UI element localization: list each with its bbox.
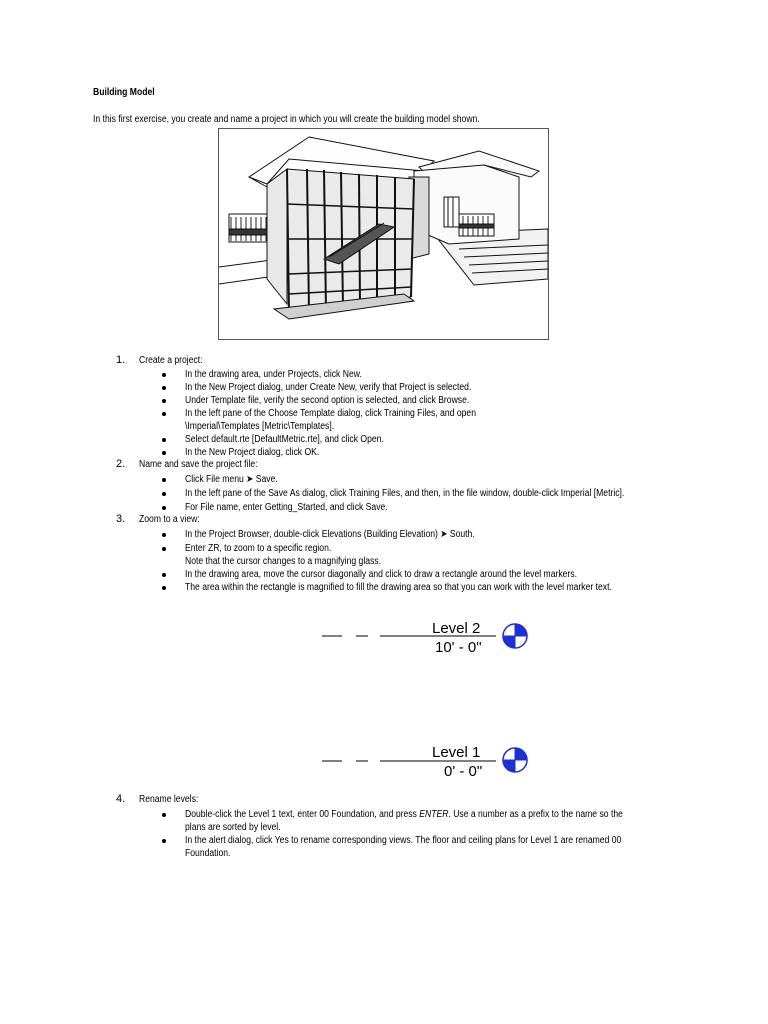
step-1-bullet-1: In the drawing area, under Projects, click New.	[185, 369, 362, 380]
level-2-graphic	[320, 615, 530, 655]
step-3-bullet-1: In the Project Browser, double-click Elevations (Building Elevation) ➤ South.	[185, 529, 475, 540]
step-3-bullet-2: Enter ZR, to zoom to a specific region.	[185, 543, 332, 554]
section-heading: Building Model	[93, 87, 155, 98]
level-1-name[interactable]: Level 1	[432, 744, 481, 761]
step-4-bullet-2-cont: Foundation.	[185, 848, 231, 859]
step-1-bullet-4-cont: \Imperial\Templates [Metric\Templates].	[185, 421, 335, 432]
step-4-bullet-1-part-b: . Use a number as a prefix to the name so the	[448, 809, 623, 820]
bullet-dot	[162, 573, 166, 577]
step-2-bullet-3: For File name, enter Getting_Started, and click Save.	[185, 502, 388, 513]
step-3-bullet-2-note: Note that the cursor changes to a magnifying glass.	[185, 556, 381, 567]
enter-key-text: ENTER	[419, 809, 449, 820]
level-marker-1[interactable]	[320, 740, 530, 780]
step-title-2: Name and save the project file:	[139, 459, 258, 470]
bullet-dot	[162, 506, 166, 510]
step-number-3: 3.	[116, 513, 126, 525]
step-4-bullet-1-part-a: Double-click the Level 1 text, enter 00 Foundation, and press	[185, 809, 420, 820]
bullet-dot	[162, 478, 166, 482]
level-1-graphic	[320, 740, 530, 780]
step-4-bullet-2: In the alert dialog, click Yes to rename corresponding views. The floor and ceiling plans for Level 1 are renamed 00	[185, 835, 622, 846]
step-title-3: Zoom to a view:	[139, 514, 200, 525]
bullet-dot	[162, 839, 166, 843]
level-2-name[interactable]: Level 2	[432, 620, 481, 637]
step-1-bullet-3: Under Template file, verify the second option is selected, and click Browse.	[185, 395, 470, 406]
step-4-bullet-1-cont: plans are sorted by level.	[185, 822, 281, 833]
intro-paragraph: In this first exercise, you create and name a project in which you will create the building model shown.	[93, 114, 480, 125]
step-1-bullet-4: In the left pane of the Choose Template dialog, click Training Files, and open	[185, 408, 476, 419]
level-head-symbol-icon	[503, 624, 527, 648]
step-2-bullet-1: Click File menu ➤ Save.	[185, 474, 278, 485]
bullet-dot	[162, 813, 166, 817]
step-title-4: Rename levels:	[139, 794, 199, 805]
level-2-elevation[interactable]: 10' - 0"	[435, 639, 482, 656]
step-3-bullet-4: The area within the rectangle is magnified to fill the drawing area so that you can work with the level marker text.	[185, 582, 612, 593]
step-title-1: Create a project:	[139, 355, 203, 366]
bullet-dot	[162, 533, 166, 537]
level-head-symbol-icon	[503, 748, 527, 772]
bullet-dot	[162, 547, 166, 551]
building-model-illustration	[218, 128, 549, 340]
step-number-1: 1.	[116, 354, 126, 366]
step-2-bullet-2: In the left pane of the Save As dialog, click Training Files, and then, in the file window, double-click Imperial [Metric].	[185, 488, 625, 499]
step-1-bullet-6: In the New Project dialog, click OK.	[185, 447, 320, 458]
step-3-bullet-3: In the drawing area, move the cursor diagonally and click to draw a rectangle around the level markers.	[185, 569, 577, 580]
bullet-dot	[162, 373, 166, 377]
step-4-bullet-1	[185, 808, 623, 821]
level-marker-2[interactable]	[320, 615, 530, 655]
bullet-dot	[162, 492, 166, 496]
step-number-4: 4.	[116, 793, 126, 805]
step-1-bullet-2: In the New Project dialog, under Create New, verify that Project is selected.	[185, 382, 472, 393]
bullet-dot	[162, 438, 166, 442]
level-1-elevation[interactable]: 0' - 0"	[444, 763, 483, 780]
bullet-dot	[162, 386, 166, 390]
bullet-dot	[162, 399, 166, 403]
bullet-dot	[162, 412, 166, 416]
building-render	[219, 129, 548, 339]
bullet-dot	[162, 451, 166, 455]
step-number-2: 2.	[116, 458, 126, 470]
step-1-bullet-5: Select default.rte [DefaultMetric.rte], and click Open.	[185, 434, 384, 445]
bullet-dot	[162, 586, 166, 590]
